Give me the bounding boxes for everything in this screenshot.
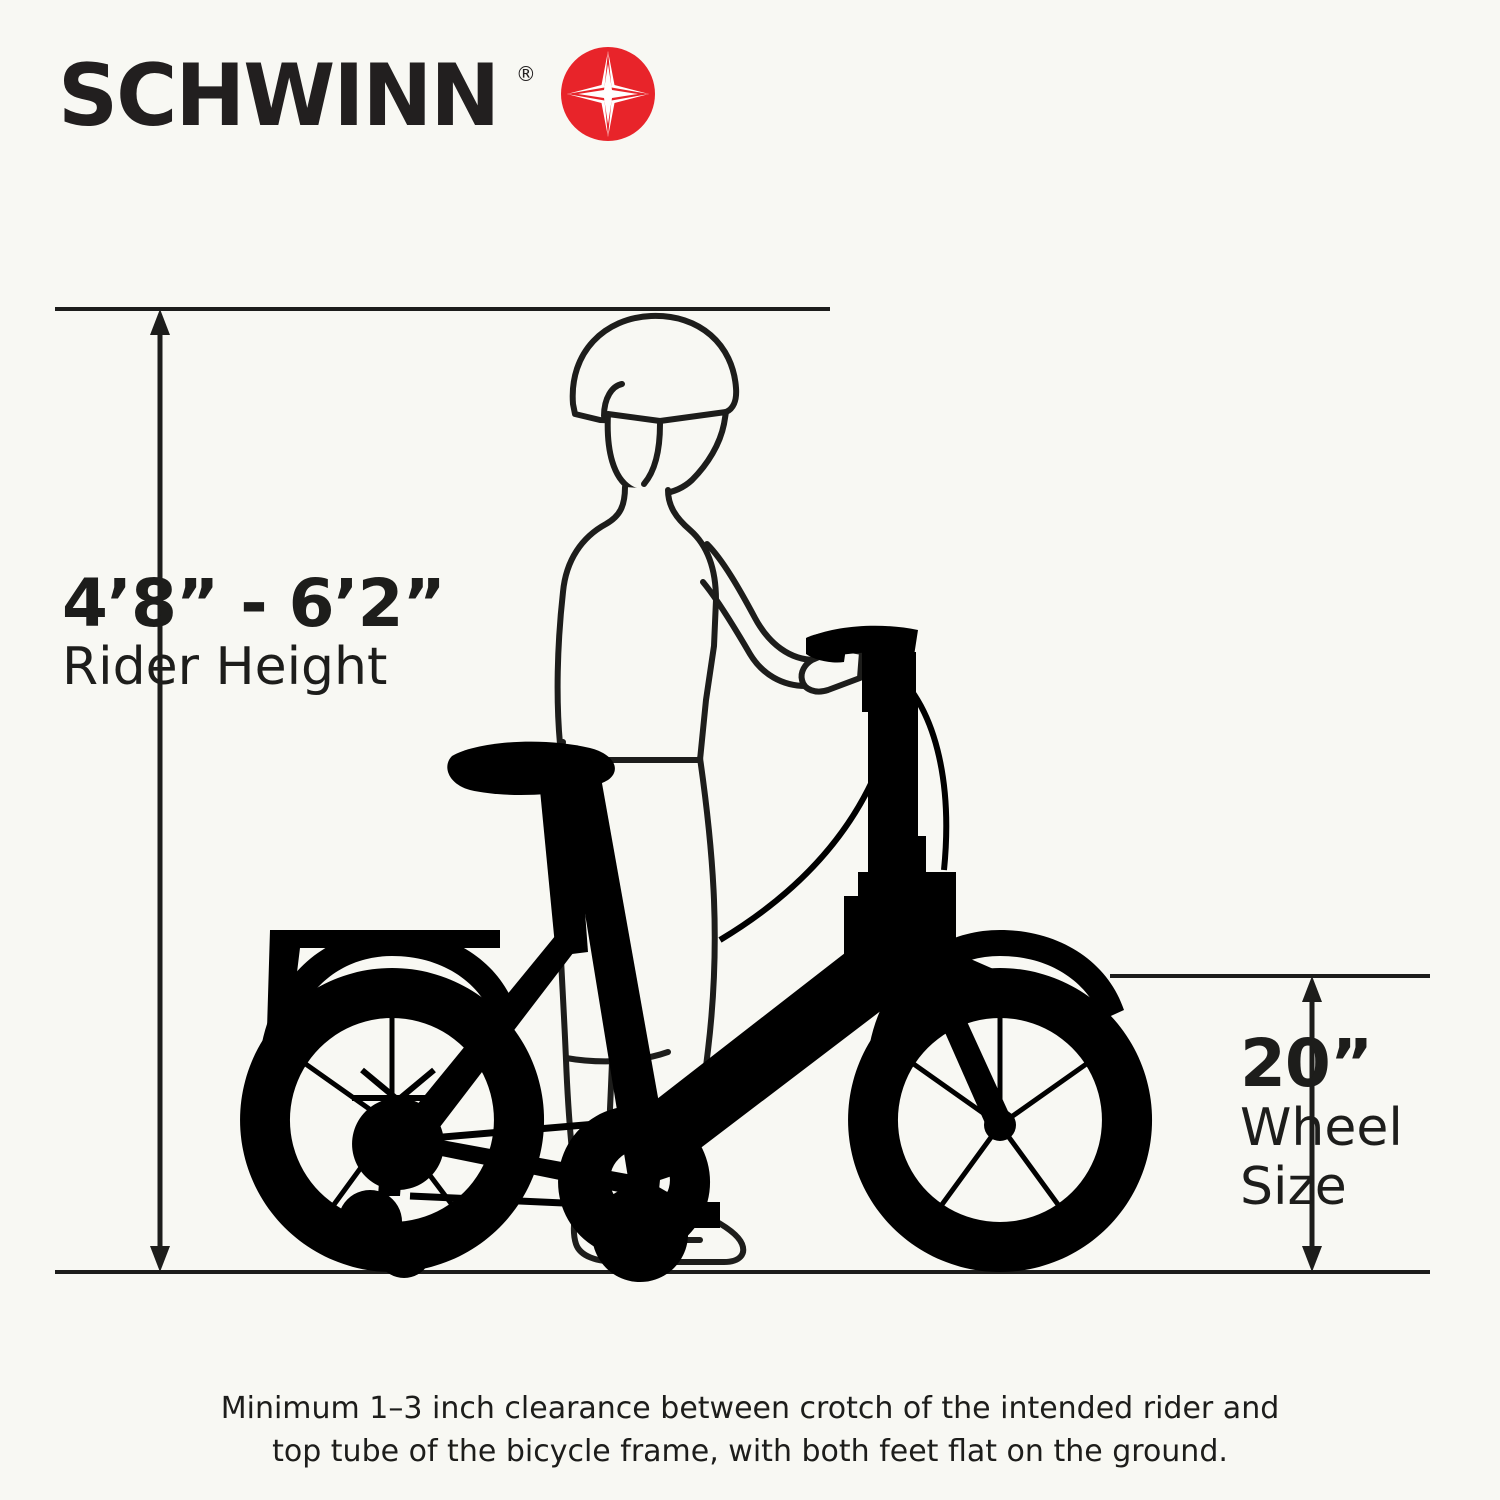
rider-height-caption: Rider Height bbox=[62, 637, 388, 698]
footnote-line-2: top tube of the bicycle frame, with both feet flat on the ground. bbox=[272, 1433, 1228, 1469]
rider-height-value: 4’8” - 6’2” bbox=[62, 565, 445, 642]
rider-height-label bbox=[62, 565, 482, 698]
footnote-line-1: Minimum 1–3 inch clearance between crotch of the intended rider and bbox=[220, 1391, 1280, 1426]
derailleur-pulley-lower bbox=[376, 1222, 432, 1278]
wheel-size-caption-line2: Size bbox=[1240, 1156, 1347, 1217]
folding-hinge bbox=[858, 872, 956, 996]
registered-trademark-symbol: ® bbox=[515, 62, 536, 86]
torso bbox=[558, 487, 716, 760]
rider-height-arrow bbox=[150, 309, 170, 1272]
hinge-latch bbox=[844, 896, 866, 972]
derailleur-body bbox=[378, 1142, 404, 1196]
brand-wordmark: SCHWINN bbox=[58, 46, 499, 146]
head bbox=[608, 412, 726, 494]
wheel-size-caption bbox=[1240, 1099, 1480, 1215]
pedal bbox=[668, 1202, 720, 1228]
helmet bbox=[573, 316, 736, 422]
wheel-size-caption-line1: Wheel bbox=[1240, 1098, 1403, 1159]
wheel-size-value: 20” bbox=[1240, 1025, 1373, 1102]
stem-folding-clamp bbox=[870, 836, 926, 882]
wheel-size-label bbox=[1240, 1025, 1480, 1217]
saddle bbox=[447, 742, 615, 795]
clearance-footnote bbox=[0, 1388, 1500, 1473]
